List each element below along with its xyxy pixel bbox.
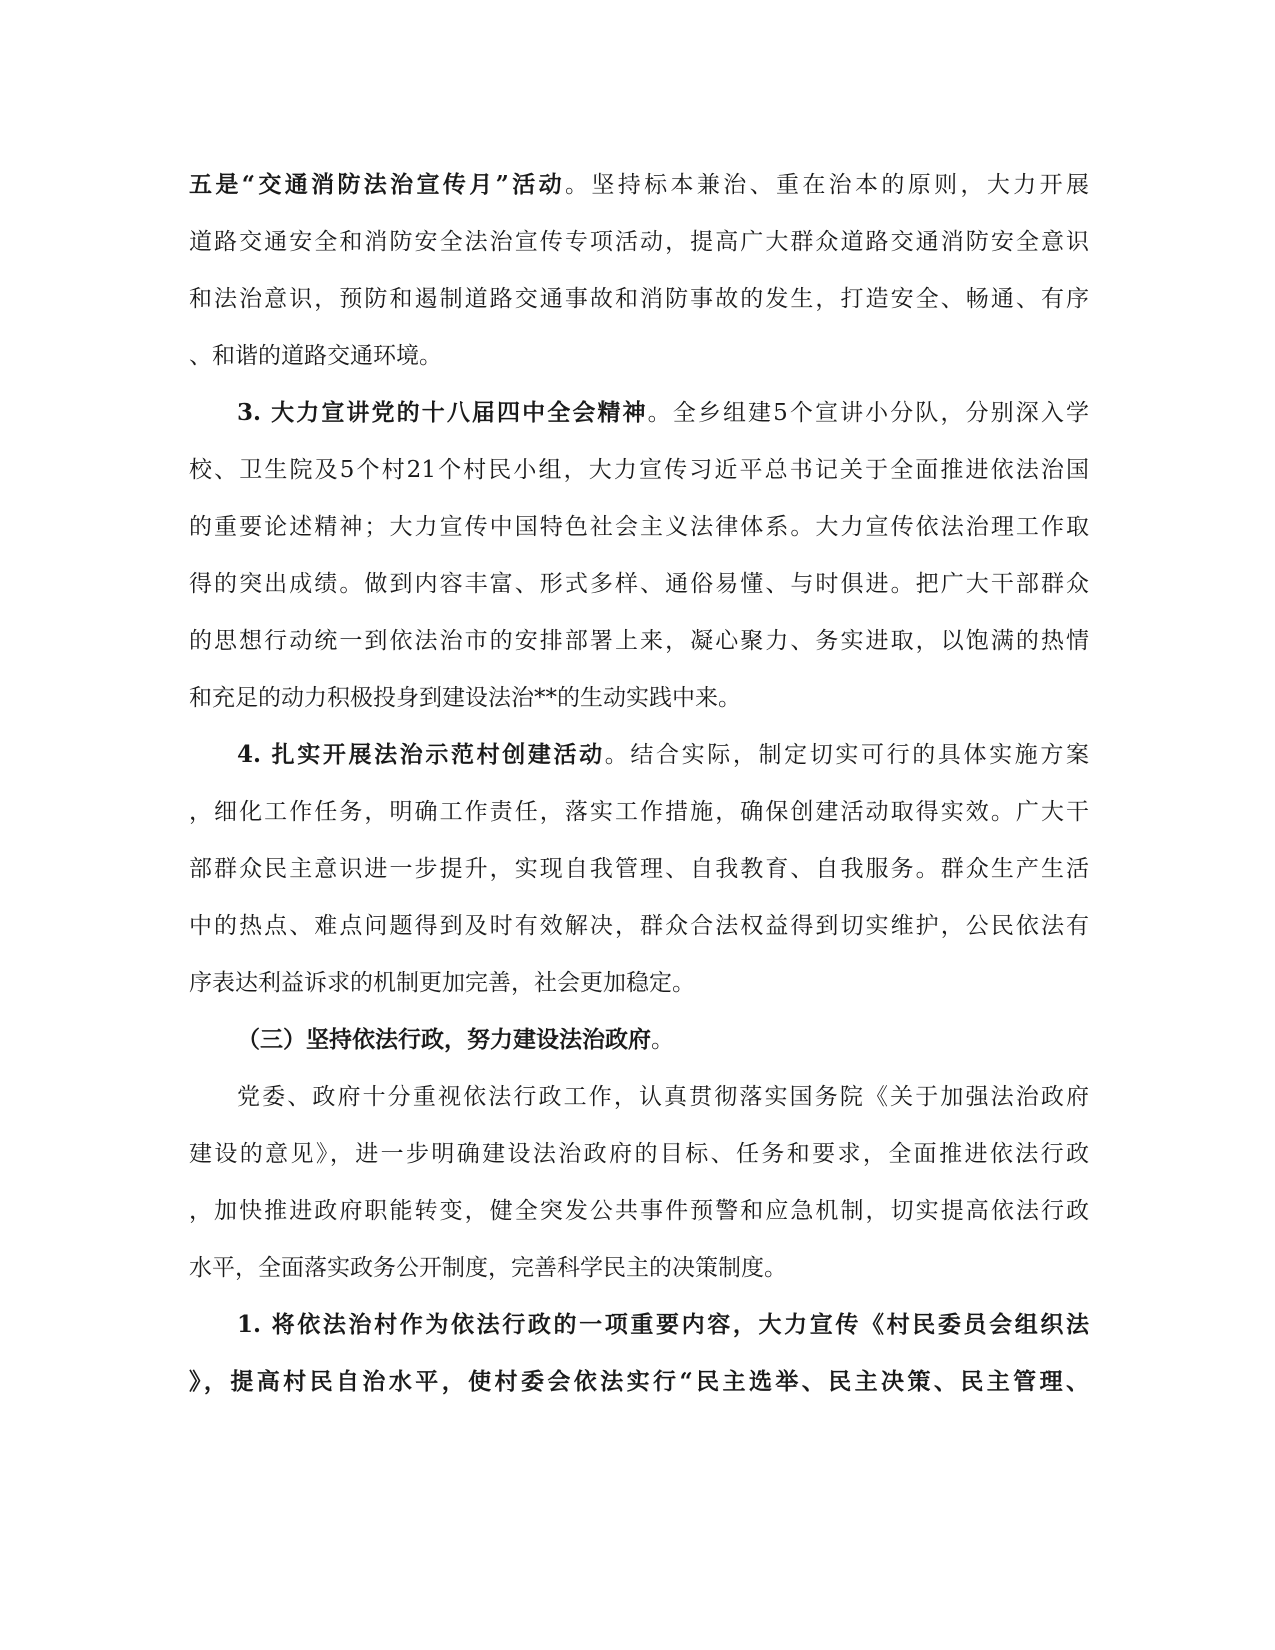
paragraph-line: [237, 1310, 1089, 1340]
body-text: 。坚持标本兼治、重在治本的原则，大力开展: [565, 172, 1090, 198]
paragraph-line: [189, 341, 1089, 371]
section-heading: [237, 1025, 1089, 1055]
body-text: ，加快推进政府职能转变，健全突发公共事件预警和应急机制，切实提高依法行政: [189, 1198, 1089, 1224]
paragraph-line: [189, 227, 1089, 257]
bold-heading: （三）坚持依法行政，努力建设法治政府: [237, 1026, 651, 1053]
paragraph-line: [189, 569, 1089, 599]
body-text: 和充足的动力积极投身到建设法治**的生动实践中来。: [189, 685, 741, 711]
body-text: 得的突出成绩。做到内容丰富、形式多样、通俗易懂、与时俱进。把广大干部群众: [189, 571, 1089, 597]
body-text: 和法治意识，预防和遏制道路交通事故和消防事故的发生，打造安全、畅通、有序: [189, 286, 1089, 312]
body-text: 建设的意见》，进一步明确建设法治政府的目标、任务和要求，全面推进依法行政: [189, 1141, 1089, 1167]
paragraph-line: [237, 1082, 1089, 1112]
body-text: 、和谐的道路交通环境。: [189, 343, 442, 369]
paragraph-line: [189, 1139, 1089, 1169]
paragraph-line: [189, 683, 1089, 713]
paragraph-line: [189, 968, 1089, 998]
bold-heading: 4. 扎实开展法治示范村创建活动: [237, 741, 605, 768]
body-text: 序表达利益诉求的机制更加完善，社会更加稳定。: [189, 970, 695, 996]
paragraph-line: [189, 797, 1089, 827]
paragraph-line: [189, 284, 1089, 314]
body-text: 道路交通安全和消防安全法治宣传专项活动，提高广大群众道路交通消防安全意识: [189, 229, 1089, 255]
paragraph-line: [189, 1367, 1089, 1397]
body-text: 校、卫生院及5个村21个村民小组，大力宣传习近平总书记关于全面推进依法治国: [189, 457, 1089, 483]
paragraph-line: [189, 626, 1089, 656]
paragraph-line: [189, 854, 1089, 884]
paragraph-line: [189, 1253, 1089, 1283]
body-text: 水平，全面落实政务公开制度，完善科学民主的决策制度。: [189, 1255, 787, 1281]
body-text: 的思想行动统一到依法治市的安排部署上来，凝心聚力、务实进取，以饱满的热情: [189, 628, 1089, 654]
body-text: 党委、政府十分重视依法行政工作，认真贯彻落实国务院《关于加强法治政府: [237, 1084, 1089, 1110]
body-text: 部群众民主意识进一步提升，实现自我管理、自我教育、自我服务。群众生产生活: [189, 856, 1089, 882]
paragraph-line: [189, 512, 1089, 542]
body-text: 中的热点、难点问题得到及时有效解决，群众合法权益得到切实维护，公民依法有: [189, 913, 1089, 939]
paragraph-line: [189, 911, 1089, 941]
bold-heading: 1. 将依法治村作为依法行政的一项重要内容，大力宣传《村民委员会组织法: [237, 1311, 1089, 1338]
paragraph-line: [237, 740, 1089, 770]
paragraph-line: [237, 398, 1089, 428]
body-text: 。: [651, 1027, 674, 1053]
body-text: 。结合实际，制定切实可行的具体实施方案: [604, 742, 1089, 768]
body-text: 的重要论述精神；大力宣传中国特色社会主义法律体系。大力宣传依法治理工作取: [189, 514, 1089, 540]
paragraph-line: [189, 170, 1089, 200]
bold-heading: 3. 大力宣讲党的十八届四中全会精神: [237, 399, 648, 426]
bold-heading: 》，提高村民自治水平，使村委会依法实行“民主选举、民主决策、民主管理、: [189, 1368, 1089, 1395]
paragraph-line: [189, 1196, 1089, 1226]
paragraph-line: [189, 455, 1089, 485]
body-text: ，细化工作任务，明确工作责任，落实工作措施，确保创建活动取得实效。广大干: [189, 799, 1089, 825]
body-text: 。全乡组建5个宣讲小分队，分别深入学: [647, 400, 1089, 426]
bold-heading: 五是“交通消防法治宣传月”活动: [189, 171, 565, 198]
